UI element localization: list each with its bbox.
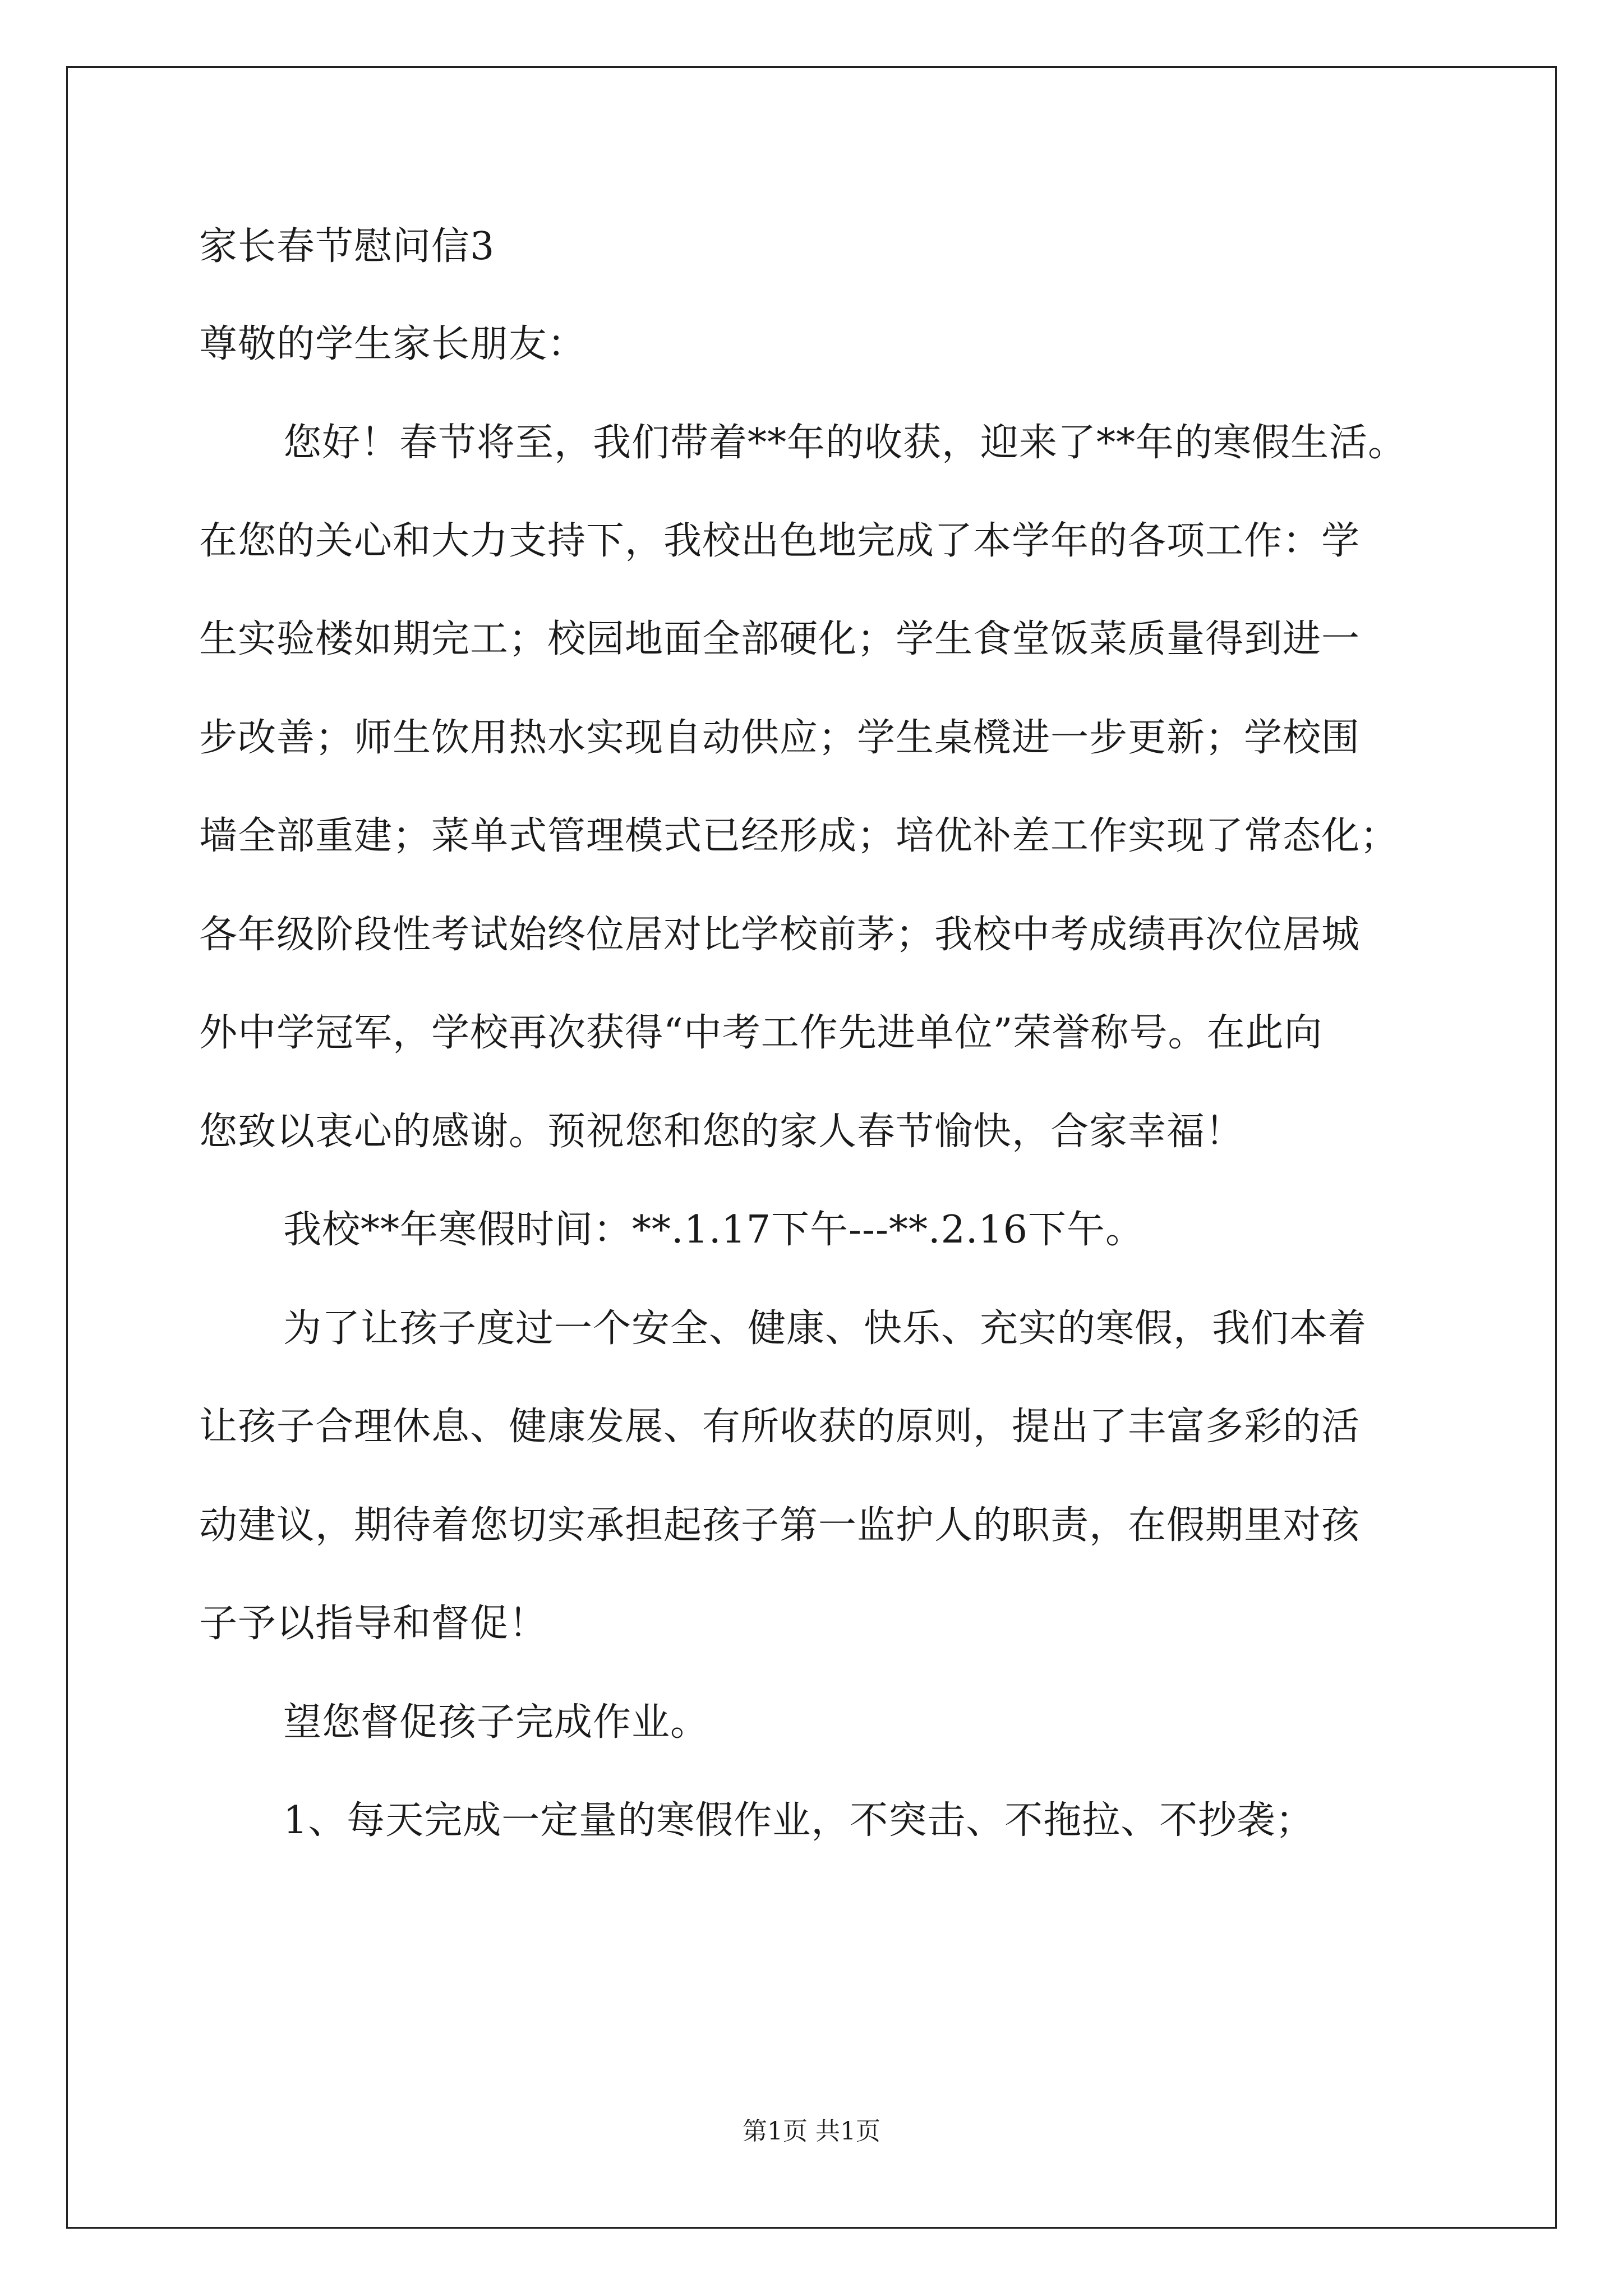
- paragraph-line: 望您督促孩子完成作业。: [283, 1700, 709, 1745]
- paragraph-line: 在您的关心和大力支持下，我校出色地完成了本学年的各项工作：学: [199, 519, 1361, 563]
- paragraph-line: 您好！春节将至，我们带着**年的收获，迎来了**年的寒假生活。: [283, 421, 1407, 465]
- paragraph-line: 您致以衷心的感谢。预祝您和您的家人春节愉快，合家幸福！: [199, 1110, 1244, 1154]
- salutation: 尊敬的学生家长朋友：: [199, 322, 587, 366]
- paragraph-line: 步改善；师生饮用热水实现自动供应；学生桌櫈进一步更新；学校围: [199, 716, 1361, 760]
- paragraph-line: 为了让孩子度过一个安全、健康、快乐、充实的寒假，我们本着: [283, 1306, 1367, 1351]
- list-item: 1、每天完成一定量的寒假作业，不突击、不拖拉、不抄袭；: [283, 1798, 1315, 1843]
- paragraph-line: 各年级阶段性考试始终位居对比学校前茅；我校中考成绩再次位居城: [199, 913, 1361, 957]
- paragraph-line: 我校**年寒假时间：**.1.17下午---**.2.16下午。: [283, 1208, 1144, 1252]
- paragraph-line: 动建议，期待着您切实承担起孩子第一监护人的职责，在假期里对孩: [199, 1503, 1361, 1548]
- paragraph-line: 外中学冠军，学校再次获得“中考工作先进单位”荣誉称号。在此向: [199, 1011, 1323, 1055]
- document-title: 家长春节慰问信3: [199, 224, 495, 269]
- paragraph-line: 生实验楼如期完工；校园地面全部硬化；学生食堂饭菜质量得到进一: [199, 617, 1361, 661]
- page-footer: 第1页 共1页: [743, 2117, 880, 2146]
- paragraph-line: 子予以指导和督促！: [199, 1602, 548, 1646]
- paragraph-line: 墙全部重建；菜单式管理模式已经形成；培优补差工作实现了常态化；: [199, 814, 1399, 858]
- paragraph-line: 让孩子合理休息、健康发展、有所收获的原则，提出了丰富多彩的活: [199, 1405, 1361, 1449]
